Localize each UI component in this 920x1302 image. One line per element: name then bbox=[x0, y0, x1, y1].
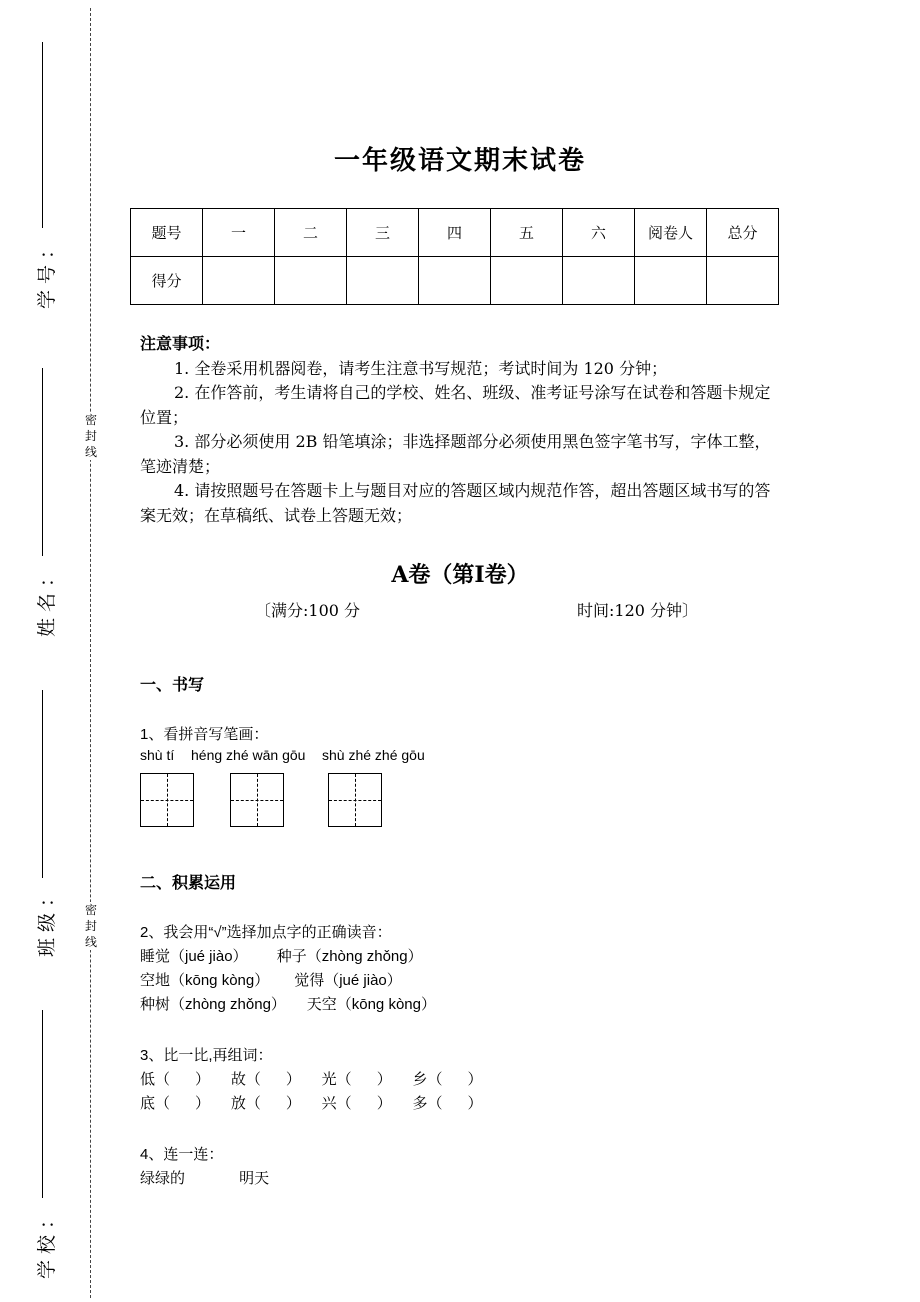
full-score-text: 〔满分:100 分 bbox=[255, 601, 361, 620]
tianzige-box[interactable] bbox=[230, 773, 284, 827]
school-line bbox=[42, 1010, 43, 1198]
score-cell[interactable] bbox=[635, 257, 707, 305]
q2-line: 种树（zhòng zhǒng） 天空（kōng kòng） bbox=[140, 996, 436, 1013]
tianzige-box[interactable] bbox=[140, 773, 194, 827]
name-label: 姓名： bbox=[36, 561, 59, 638]
class-line bbox=[42, 690, 43, 878]
notice-item: 4. 请按照题号在答题卡上与题目对应的答题区域内规范作答，超出答题区域书写的答案无效；在草稿纸、试卷上答题无效； bbox=[140, 481, 771, 525]
student-id-line bbox=[42, 42, 43, 228]
section-heading-accumulation: 二、积累运用 bbox=[140, 873, 237, 892]
q2-line: 空地（kōng kòng） 觉得（jué jiào） bbox=[140, 972, 402, 989]
header-cell: 二 bbox=[275, 209, 347, 257]
question-3: 3、比一比,再组词： bbox=[140, 1047, 273, 1064]
volume-title: A卷（第Ⅰ卷） bbox=[391, 562, 529, 588]
notice-item: 1. 全卷采用机器阅卷，请考生注意书写规范；考试时间为 120 分钟； bbox=[174, 358, 668, 378]
header-cell: 总分 bbox=[707, 209, 779, 257]
header-cell: 五 bbox=[491, 209, 563, 257]
notice-heading: 注意事项： bbox=[140, 334, 221, 353]
score-cell[interactable] bbox=[491, 257, 563, 305]
question-4: 4、连一连： bbox=[140, 1146, 224, 1163]
score-cell[interactable] bbox=[419, 257, 491, 305]
header-cell: 一 bbox=[203, 209, 275, 257]
score-cell[interactable] bbox=[275, 257, 347, 305]
question-1: 1、看拼音写笔画： bbox=[140, 726, 269, 743]
exam-title: 一年级语文期末试卷 bbox=[333, 146, 586, 176]
name-line bbox=[42, 368, 43, 556]
student-id-label: 学号： bbox=[36, 233, 59, 310]
notice-item: 3. 部分必须使用 2B 铅笔填涂；非选择题部分必须使用黑色签字笔书写，字体工整，笔迹清楚； bbox=[140, 432, 771, 476]
binding-dashed-line bbox=[90, 8, 91, 1298]
score-table-header-row bbox=[131, 209, 779, 257]
tianzige-box[interactable] bbox=[328, 773, 382, 827]
header-cell: 三 bbox=[347, 209, 419, 257]
score-cell[interactable] bbox=[203, 257, 275, 305]
score-row-label: 得分 bbox=[131, 257, 203, 305]
score-table bbox=[130, 208, 779, 305]
class-label: 班级： bbox=[36, 881, 59, 958]
header-cell: 四 bbox=[419, 209, 491, 257]
q2-line: 睡觉（jué jiào） 种子（zhòng zhǒng） bbox=[140, 948, 423, 965]
seal-text-top: 密 封 线 bbox=[84, 413, 97, 459]
school-label: 学校： bbox=[36, 1203, 59, 1280]
pinyin-label: shù tí bbox=[140, 747, 175, 763]
pinyin-label: héng zhé wān gōu bbox=[191, 747, 306, 763]
time-text: 时间:120 分钟〕 bbox=[577, 601, 699, 620]
score-cell[interactable] bbox=[707, 257, 779, 305]
question-2: 2、我会用“√”选择加点字的正确读音： bbox=[140, 924, 392, 941]
header-cell: 题号 bbox=[131, 209, 203, 257]
pinyin-label: shù zhé zhé gōu bbox=[322, 747, 425, 763]
header-cell: 阅卷人 bbox=[635, 209, 707, 257]
notice-block bbox=[140, 332, 785, 528]
seal-text-bottom: 密 封 线 bbox=[84, 903, 97, 949]
section-heading-writing: 一、书写 bbox=[140, 675, 205, 694]
q3-line: 低（ ） 故（ ） 光（ ） 乡（ ） bbox=[140, 1071, 483, 1088]
score-cell[interactable] bbox=[347, 257, 419, 305]
header-cell: 六 bbox=[563, 209, 635, 257]
score-table-score-row bbox=[131, 257, 779, 305]
score-cell[interactable] bbox=[563, 257, 635, 305]
q3-line: 底（ ） 放（ ） 兴（ ） 多（ ） bbox=[140, 1095, 483, 1112]
q4-line: 绿绿的 明天 bbox=[140, 1170, 270, 1187]
notice-item: 2. 在作答前，考生请将自己的学校、姓名、班级、准考证号涂写在试卷和答题卡规定位置； bbox=[140, 383, 771, 427]
